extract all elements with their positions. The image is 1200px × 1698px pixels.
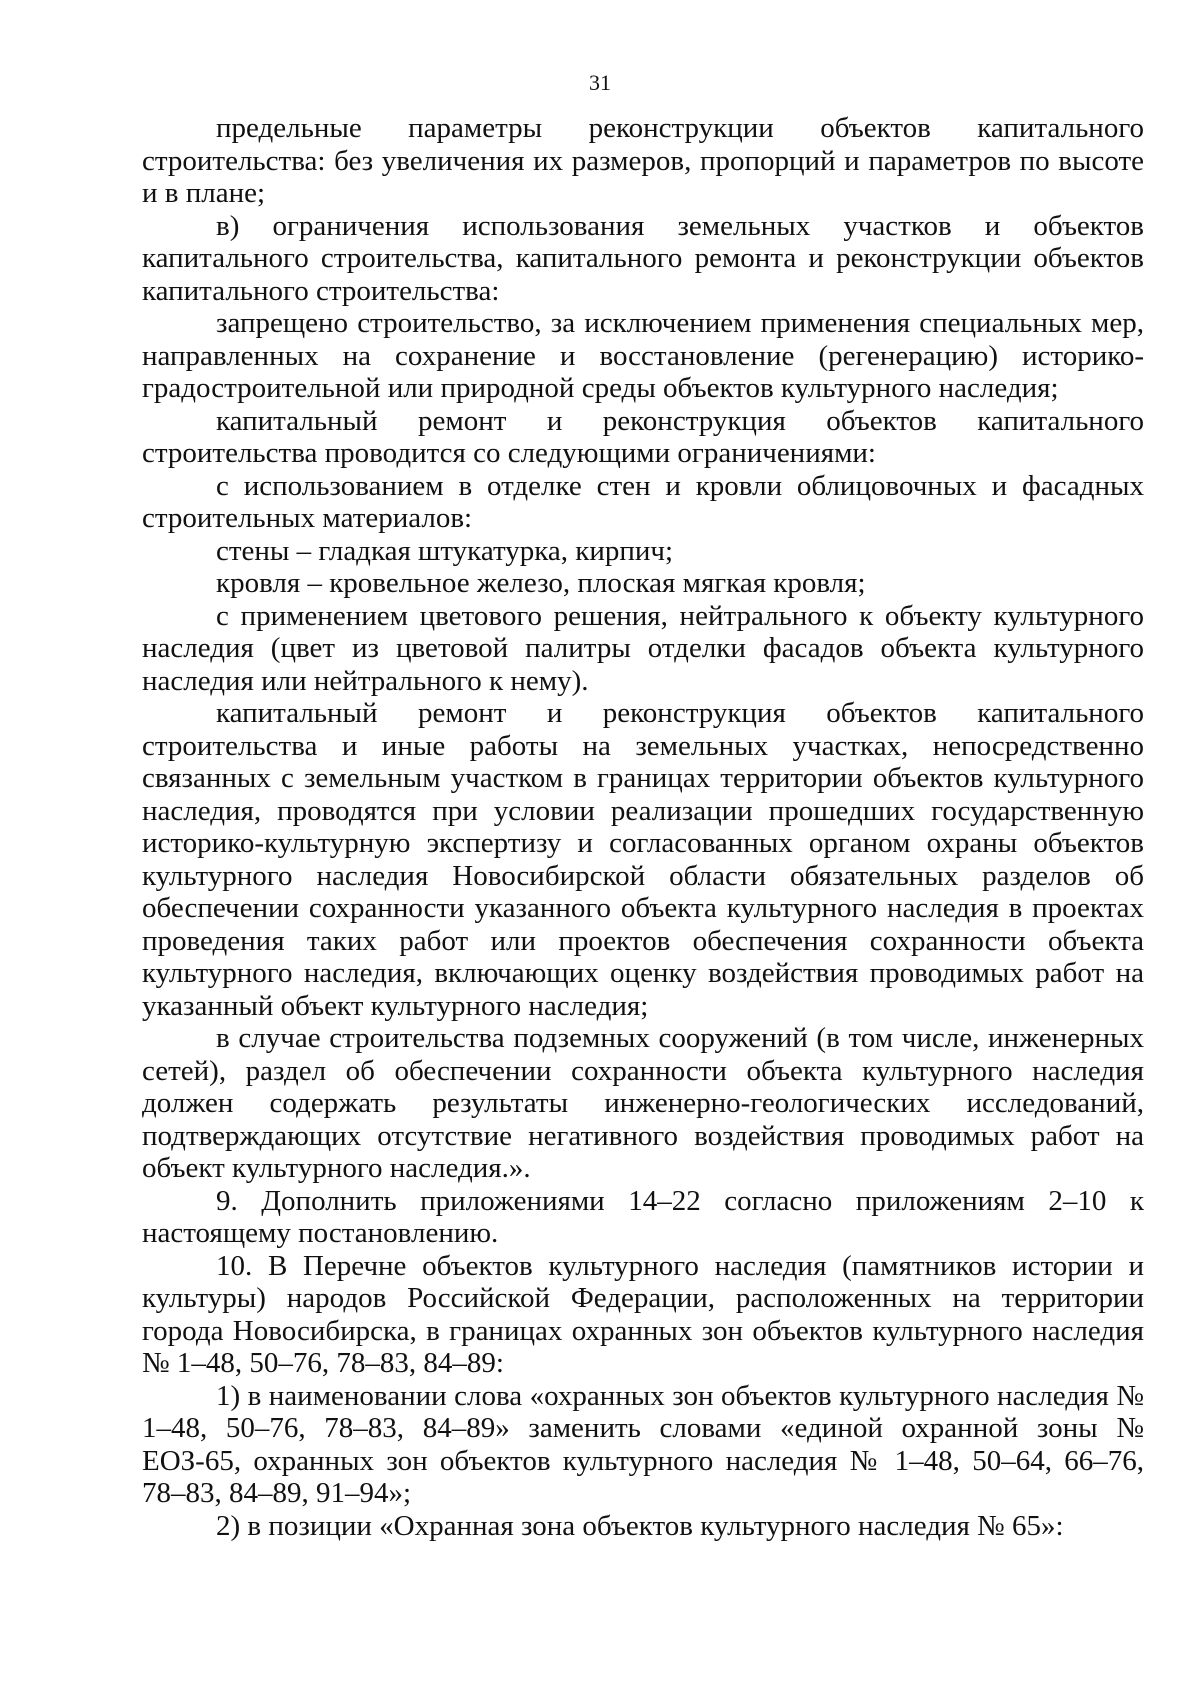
paragraph-limit-parameters: предельные параметры реконструкции объектов капитального строительства: без увеличения их размеров, пропорций и параметров по высоте и в плане; (142, 112, 1144, 209)
paragraph-walls: стены – гладкая штукатурка, кирпич; (216, 534, 674, 567)
paragraph-item-9: 9. Дополнить приложениями 14–22 согласно приложениям 2–10 к настоящему постановлению. (142, 1184, 1144, 1249)
paragraph-subitem-2: 2) в позиции «Охранная зона объектов культурного наследия № 65»: (216, 1509, 1064, 1542)
paragraph-subitem-1: 1) в наименовании слова «охранных зон объектов культурного наследия № 1–48, 50–76, 78–83, 84–89» заменить словами «единой охранной зоны № ЕОЗ-65, охранных зон объектов культурного наследия № 1–48, 50–64, 66–76, 78–83, 84–89, 91–94»; (142, 1379, 1144, 1509)
paragraph-work-conditions: капитальный ремонт и реконструкция объектов капитального строительства и иные работы на земельных участках, непосредственно связанных с земельным участком в границах территории объектов культурного наследия, проводятся при условии реализации прошедших государственную историко-культурную экспертизу и согласованных органом охраны объектов культурного наследия Новосибирской области обязательных разделов об обеспечении сохранности указанного объекта культурного наследия в проектах проведения таких работ или проектов обеспечения сохранности объекта культурного наследия, включающих оценку воздействия проводимых работ на указанный объект культурного наследия; (142, 697, 1144, 1022)
paragraph-construction-prohibited: запрещено строительство, за исключением применения специальных мер, направленных на сохранение и восстановление (регенерацию) историко-градостроительной или природной среды объектов культурного наследия; (142, 307, 1144, 404)
paragraph-restrictions-heading: в) ограничения использования земельных участков и объектов капитального строительства, капитального ремонта и реконструкции объектов капитального строительства: (142, 209, 1144, 307)
paragraph-finishing-materials: с использованием в отделке стен и кровли облицовочных и фасадных строительных материалов: (142, 469, 1144, 534)
page-number: 31 (589, 70, 611, 95)
document-body (142, 112, 1144, 1542)
paragraph-roofing: кровля – кровельное железо, плоская мягкая кровля; (216, 567, 866, 599)
paragraph-item-10: 10. В Перечне объектов культурного наследия (памятников истории и культуры) народов Российской Федерации, расположенных на территории города Новосибирска, в границах охранных зон объектов культурного наследия № 1–48, 50–76, 78–83, 84–89: (142, 1249, 1144, 1379)
paragraph-color-solution: с применением цветового решения, нейтрального к объекту культурного наследия (цвет из цветовой палитры отделки фасадов объекта культурного наследия или нейтрального к нему). (142, 599, 1144, 697)
paragraph-repair-limitations: капитальный ремонт и реконструкция объектов капитального строительства проводится со следующими ограничениями: (142, 404, 1144, 469)
paragraph-underground-structures: в случае строительства подземных сооружений (в том числе, инженерных сетей), раздел об обеспечении сохранности объекта культурного наследия должен содержать результаты инженерно-геологических исследований, подтверждающих отсутствие негативного воздействия проводимых работ на объект культурного наследия.». (142, 1022, 1144, 1184)
